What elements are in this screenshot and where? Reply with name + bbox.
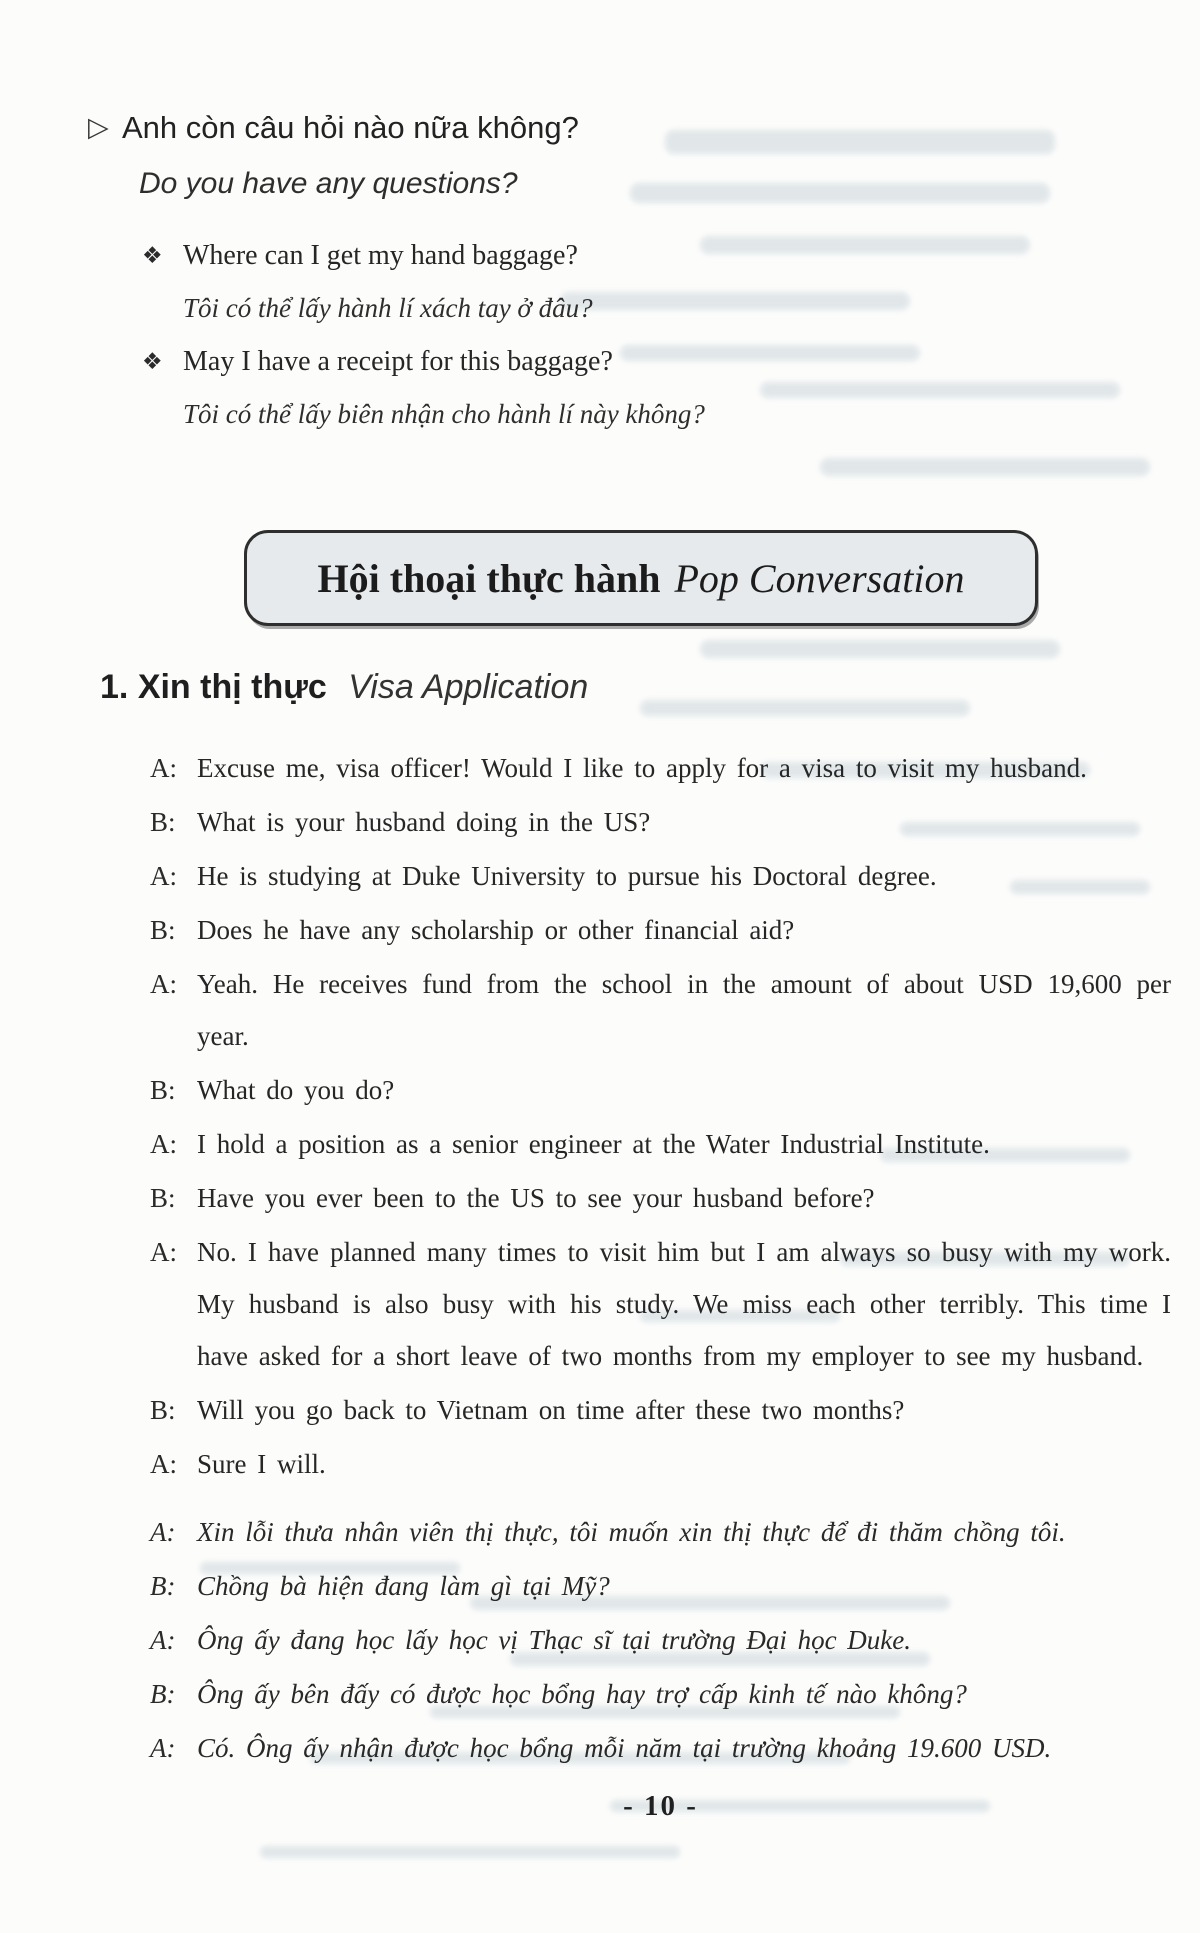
scan-bleedthrough-artifact xyxy=(640,700,970,716)
intro-example-list xyxy=(142,236,1148,434)
dialogue-text: Xin lỗi thưa nhân viên thị thực, tôi muốn xin thị thực để đi thăm chồng tôi. xyxy=(197,1517,1066,1547)
dialogue-turn xyxy=(150,904,1171,956)
section-banner xyxy=(244,530,1038,626)
dialogue-turn xyxy=(150,796,1171,848)
dialogue-text: Sure I will. xyxy=(197,1449,326,1479)
speaker-label: A: xyxy=(150,969,177,999)
diamond-bullet-icon: ❖ xyxy=(142,349,163,375)
intro-question-vietnamese: Anh còn câu hỏi nào nữa không? xyxy=(122,110,579,145)
scan-bleedthrough-artifact xyxy=(700,640,1060,658)
lesson-number: 1. xyxy=(100,668,129,706)
speaker-label: A: xyxy=(150,753,177,783)
dialogue-text: Excuse me, visa officer! Would I like to apply for a visa to visit my husband. xyxy=(197,753,1087,783)
banner-title-english: Pop Conversation xyxy=(674,555,965,601)
dialogue-turn xyxy=(150,1118,1171,1170)
speaker-label: B: xyxy=(150,807,176,837)
dialogue-turn xyxy=(150,1506,1171,1558)
dialogue-turn xyxy=(150,1722,1171,1774)
example-vietnamese: Tôi có thể lấy hành lí xách tay ở đâu? xyxy=(183,293,593,323)
dialogue-vietnamese xyxy=(150,1506,1171,1774)
speaker-label: B: xyxy=(150,1183,176,1213)
speaker-label: B: xyxy=(150,915,176,945)
speaker-label: A: xyxy=(150,1237,177,1267)
dialogue-text: He is studying at Duke University to pursue his Doctoral degree. xyxy=(197,861,937,891)
dialogue-turn xyxy=(150,1438,1171,1490)
lesson-title-vietnamese: Xin thị thực xyxy=(137,668,327,706)
lesson-title-english: Visa Application xyxy=(348,668,589,706)
speaker-label: A: xyxy=(150,1625,176,1655)
example-english: Where can I get my hand baggage? xyxy=(183,240,578,271)
dialogue-text: Have you ever been to the US to see your husband before? xyxy=(197,1183,875,1213)
dialogue-text: Có. Ông ấy nhận được học bổng mỗi năm tại trường khoảng 19.600 USD. xyxy=(197,1733,1052,1763)
diamond-bullet-icon: ❖ xyxy=(142,243,163,269)
dialogue-text: Yeah. He receives fund from the school in the amount of about USD 19,600 per year. xyxy=(197,969,1171,1051)
intro-question xyxy=(88,108,1148,204)
dialogue-text: Will you go back to Vietnam on time after these two months? xyxy=(197,1395,905,1425)
scan-bleedthrough-artifact xyxy=(260,1846,680,1858)
speaker-label: A: xyxy=(150,1129,177,1159)
page-number: - 10 - xyxy=(623,1790,698,1822)
list-item xyxy=(142,342,1148,434)
example-english: May I have a receipt for this baggage? xyxy=(183,346,613,377)
dialogue-section xyxy=(150,742,1171,1823)
speaker-label: B: xyxy=(150,1679,176,1709)
example-vietnamese: Tôi có thể lấy biên nhận cho hành lí này không? xyxy=(183,399,705,429)
lesson-heading xyxy=(100,664,588,710)
dialogue-english xyxy=(150,742,1171,1490)
dialogue-text: Chồng bà hiện đang làm gì tại Mỹ? xyxy=(197,1571,610,1601)
intro-question-english: Do you have any questions? xyxy=(139,167,518,200)
dialogue-text: No. I have planned many times to visit him but I am always so busy with my work. My husband is also busy with his study. We miss each other terribly. This time I have asked for a short leave of two months from my employer to see my husband. xyxy=(197,1237,1171,1371)
dialogue-text: I hold a position as a senior engineer at the Water Industrial Institute. xyxy=(197,1129,990,1159)
dialogue-turn xyxy=(150,1064,1171,1116)
dialogue-text: Does he have any scholarship or other financial aid? xyxy=(197,915,795,945)
intro-section xyxy=(88,108,1148,434)
dialogue-turn xyxy=(150,958,1171,1062)
scan-bleedthrough-artifact xyxy=(820,458,1150,476)
speaker-label: A: xyxy=(150,1449,177,1479)
speaker-label: B: xyxy=(150,1395,176,1425)
speaker-label: A: xyxy=(150,861,177,891)
dialogue-text: Ông ấy đang học lấy học vị Thạc sĩ tại trường Đại học Duke. xyxy=(197,1625,912,1655)
speaker-label: B: xyxy=(150,1571,176,1601)
dialogue-turn xyxy=(150,1172,1171,1224)
dialogue-turn xyxy=(150,1614,1171,1666)
dialogue-turn xyxy=(150,1384,1171,1436)
dialogue-turn xyxy=(150,742,1171,794)
list-item-text xyxy=(183,236,593,328)
speaker-label: B: xyxy=(150,1075,176,1105)
dialogue-turn xyxy=(150,850,1171,902)
dialogue-text: What do you do? xyxy=(197,1075,395,1105)
banner-title-vietnamese: Hội thoại thực hành xyxy=(317,555,661,601)
list-item-text xyxy=(183,342,705,434)
speaker-label: A: xyxy=(150,1733,176,1763)
list-item xyxy=(142,236,1148,328)
dialogue-turn xyxy=(150,1668,1171,1720)
dialogue-turn xyxy=(150,1226,1171,1382)
intro-question-text xyxy=(122,108,579,204)
speaker-label: A: xyxy=(150,1517,176,1547)
dialogue-text: What is your husband doing in the US? xyxy=(197,807,651,837)
dialogue-turn xyxy=(150,1560,1171,1612)
dialogue-text: Ông ấy bên đấy có được học bổng hay trợ cấp kinh tế nào không? xyxy=(197,1679,967,1709)
triangle-bullet-icon: ▷ xyxy=(88,112,109,143)
